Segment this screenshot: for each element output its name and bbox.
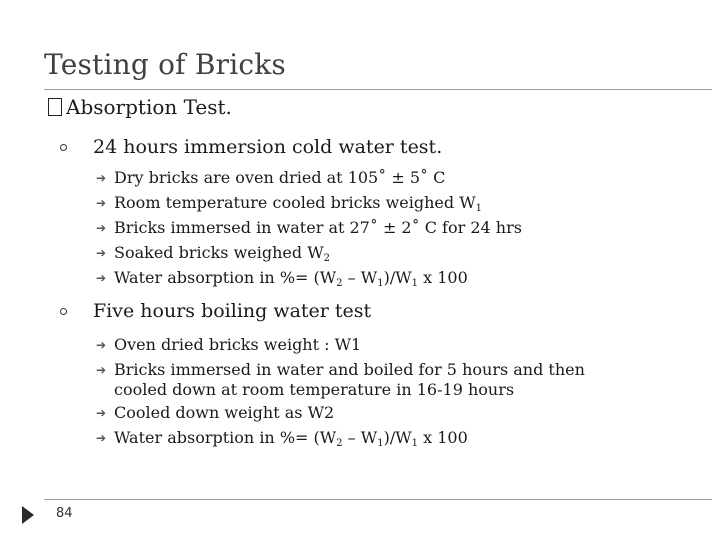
section-heading-text: Five hours boiling water test xyxy=(93,300,372,322)
arrow-bullet-icon: ➔ xyxy=(96,171,107,185)
arrow-bullet-icon: ➔ xyxy=(96,221,107,235)
footer-divider xyxy=(44,499,712,500)
title-divider xyxy=(44,89,712,90)
section-heading-text: 24 hours immersion cold water test. xyxy=(93,136,443,158)
arrow-bullet-icon: ➔ xyxy=(96,246,107,260)
arrow-bullet-icon: ➔ xyxy=(96,406,107,420)
arrow-bullet-icon: ➔ xyxy=(96,431,107,445)
list-item: ➔ Soaked bricks weighed $W_2$ xyxy=(96,243,331,264)
arrow-bullet-icon: ➔ xyxy=(96,363,107,377)
circle-bullet-icon xyxy=(60,144,67,151)
list-item: ➔ Oven dried bricks weight : W1 xyxy=(96,335,362,354)
triangle-marker-icon xyxy=(22,506,34,524)
list-item: ➔ Room temperature cooled bricks weighed $W_1$ xyxy=(96,193,483,214)
circle-bullet-icon xyxy=(60,308,67,315)
level1-text: Absorption Test. xyxy=(66,95,232,119)
slide-title: Testing of Bricks xyxy=(44,48,286,81)
list-item: ➔ Cooled down weight as W2 xyxy=(96,403,335,422)
list-item: ➔ Dry bricks are oven dried at 105˚ ± 5˚ C xyxy=(96,168,446,187)
arrow-bullet-icon: ➔ xyxy=(96,271,107,285)
arrow-bullet-icon: ➔ xyxy=(96,196,107,210)
list-item: ➔ Bricks immersed in water and boiled for 5 hours and then cooled down at room temperature in 16-19 hours xyxy=(96,360,585,399)
list-item-formula: ➔ Water absorption in %= $(W_2 - W_1)/W_1$ x 100 xyxy=(96,268,468,289)
level1-bullet xyxy=(48,95,232,119)
section-heading-2 xyxy=(60,300,371,322)
section-heading-1 xyxy=(60,136,442,158)
list-item: ➔ Bricks immersed in water at 27˚ ± 2˚ C for 24 hrs xyxy=(96,218,522,237)
square-bullet-icon xyxy=(48,98,62,116)
list-item-formula: ➔ Water absorption in %= $(W_2 - W_1)/W_1$ x 100 xyxy=(96,428,468,449)
arrow-bullet-icon: ➔ xyxy=(96,338,107,352)
page-number: 84 xyxy=(56,506,73,521)
